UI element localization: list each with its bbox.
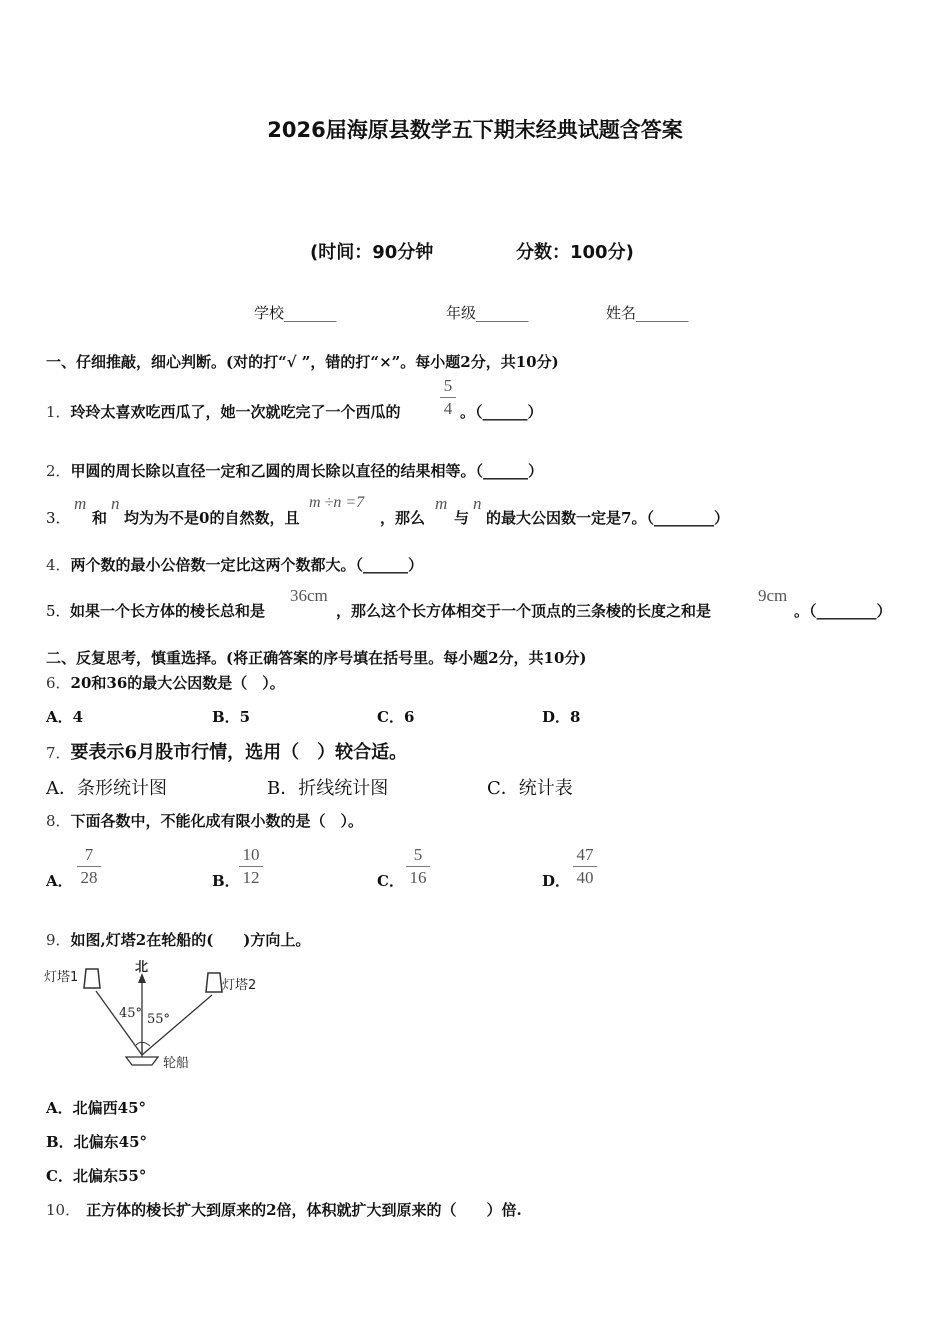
denominator: 4	[443, 399, 453, 418]
q3-text3: 的最大公因数一定是7。（________）	[486, 509, 729, 527]
answer-blank[interactable]: 。（______）	[460, 403, 543, 421]
numerator: 47	[576, 845, 594, 864]
q5-value2: 9cm	[758, 586, 788, 605]
q5-text2: ，那么这个长方体相交于一个顶点的三条棱的长度之和是	[336, 602, 712, 620]
question-text: 下面各数中，不能化成有限小数的是（ ）。	[70, 812, 364, 830]
question-number: 6．	[46, 674, 71, 692]
question-number: 1．	[46, 403, 71, 421]
question-number: 9．	[46, 931, 71, 949]
var-m: m	[435, 494, 448, 513]
question-text: 20和36的最大公因数是（ ）。	[70, 674, 285, 692]
q3-text1: 均为为不是0的自然数，且	[124, 509, 300, 527]
numerator: 10	[242, 845, 260, 864]
line-to-tower-1	[96, 991, 142, 1055]
lighthouse-2-icon	[206, 973, 222, 992]
option-c-label[interactable]: C．	[377, 872, 404, 890]
name-field[interactable]: 姓名_______	[606, 304, 689, 322]
question-text: 正方体的棱长扩大到原来的2倍，体积就扩大到原来的（ ）倍.	[86, 1201, 522, 1219]
question-number: 8．	[46, 812, 71, 830]
q5-text3: 。（________）	[794, 602, 892, 620]
q3-and: 和	[92, 509, 108, 527]
denominator: 12	[242, 868, 260, 887]
option-b-label[interactable]: B．	[212, 872, 240, 890]
question-6	[46, 672, 285, 693]
question-text: 玲玲太喜欢吃西瓜了，她一次就吃完了一个西瓜的	[70, 403, 401, 421]
option-a[interactable]: A．北偏西45°	[46, 1099, 147, 1117]
numerator: 5	[443, 376, 453, 395]
fraction-5-4	[440, 376, 456, 419]
question-text: 要表示6月股市行情，选用（ ）较合适。	[70, 742, 408, 763]
option-b[interactable]: B．5	[212, 708, 251, 726]
q3-text2: ，那么	[380, 509, 426, 527]
denominator: 16	[409, 868, 427, 887]
option-d-label[interactable]: D．	[542, 872, 571, 890]
option-a-label[interactable]: A．	[46, 872, 73, 890]
option-a[interactable]: A．条形统计图	[46, 778, 167, 799]
denominator: 40	[576, 868, 594, 887]
option-d-fraction[interactable]	[573, 845, 597, 888]
question-2	[46, 460, 543, 481]
question-7	[46, 738, 407, 764]
section2-heading: 二、反复思考，慎重选择。(将正确答案的序号填在括号里。每小题2分，共10分)	[46, 649, 587, 667]
exam-time: (时间：90分钟	[310, 242, 434, 263]
lighthouse-diagram	[40, 955, 280, 1075]
option-c-fraction[interactable]	[406, 845, 430, 888]
question-9	[46, 929, 310, 950]
page-title: 2026届海原县数学五下期末经典试题含答案	[267, 118, 683, 142]
question-text: 两个数的最小公倍数一定比这两个数都大。（______）	[70, 556, 424, 574]
question-text: 如图,灯塔2在轮船的( )方向上。	[70, 931, 311, 949]
q3-expression: m ÷n =7	[309, 494, 365, 511]
question-4	[46, 554, 423, 575]
numerator: 5	[413, 845, 423, 864]
option-a-fraction[interactable]	[77, 845, 101, 888]
grade-field[interactable]: 年级_______	[446, 304, 529, 322]
section1-heading: 一、仔细推敲，细心判断。(对的打“√ ”，错的打“×”。每小题2分，共10分)	[46, 353, 559, 371]
question-number: 4．	[46, 556, 71, 574]
exam-score: 分数：100分)	[516, 242, 634, 263]
var-n: n	[111, 494, 120, 513]
question-3-number: 3．	[46, 509, 71, 527]
option-a[interactable]: A．4	[46, 708, 84, 726]
ship-icon	[126, 1057, 158, 1065]
question-number: 10．	[46, 1201, 81, 1219]
numerator: 7	[84, 845, 94, 864]
option-b[interactable]: B．折线统计图	[267, 778, 389, 799]
question-8	[46, 810, 363, 831]
option-b[interactable]: B．北偏东45°	[46, 1133, 148, 1151]
q3-with: 与	[454, 509, 470, 527]
option-b-fraction[interactable]	[239, 845, 263, 888]
option-d[interactable]: D．8	[542, 708, 581, 726]
question-number: 2．	[46, 462, 71, 480]
question-1	[46, 401, 401, 422]
var-m: m	[74, 494, 87, 513]
tower1-label: 灯塔1	[44, 970, 79, 985]
angle2-label: 55°	[147, 1012, 171, 1027]
question-text: 甲圆的周长除以直径一定和乙圆的周长除以直径的结果相等。（______）	[70, 462, 544, 480]
option-c[interactable]: C．北偏东55°	[46, 1167, 147, 1185]
option-c[interactable]: C．统计表	[487, 778, 573, 799]
var-n: n	[473, 494, 482, 513]
angle1-label: 45°	[119, 1006, 143, 1021]
option-c[interactable]: C．6	[377, 708, 415, 726]
question-5-number: 5．	[46, 602, 71, 620]
denominator: 28	[80, 868, 98, 887]
q5-value1: 36cm	[290, 586, 328, 605]
angle-arc	[136, 1042, 150, 1046]
school-field[interactable]: 学校_______	[254, 304, 337, 322]
question-10	[46, 1199, 522, 1220]
q5-text1: 如果一个长方体的棱长总和是	[70, 602, 266, 620]
tower2-label: 灯塔2	[222, 978, 257, 993]
ship-label: 轮船	[163, 1056, 190, 1071]
north-label: 北	[135, 960, 149, 975]
lighthouse-1-icon	[84, 969, 100, 988]
question-number: 7．	[46, 744, 71, 762]
